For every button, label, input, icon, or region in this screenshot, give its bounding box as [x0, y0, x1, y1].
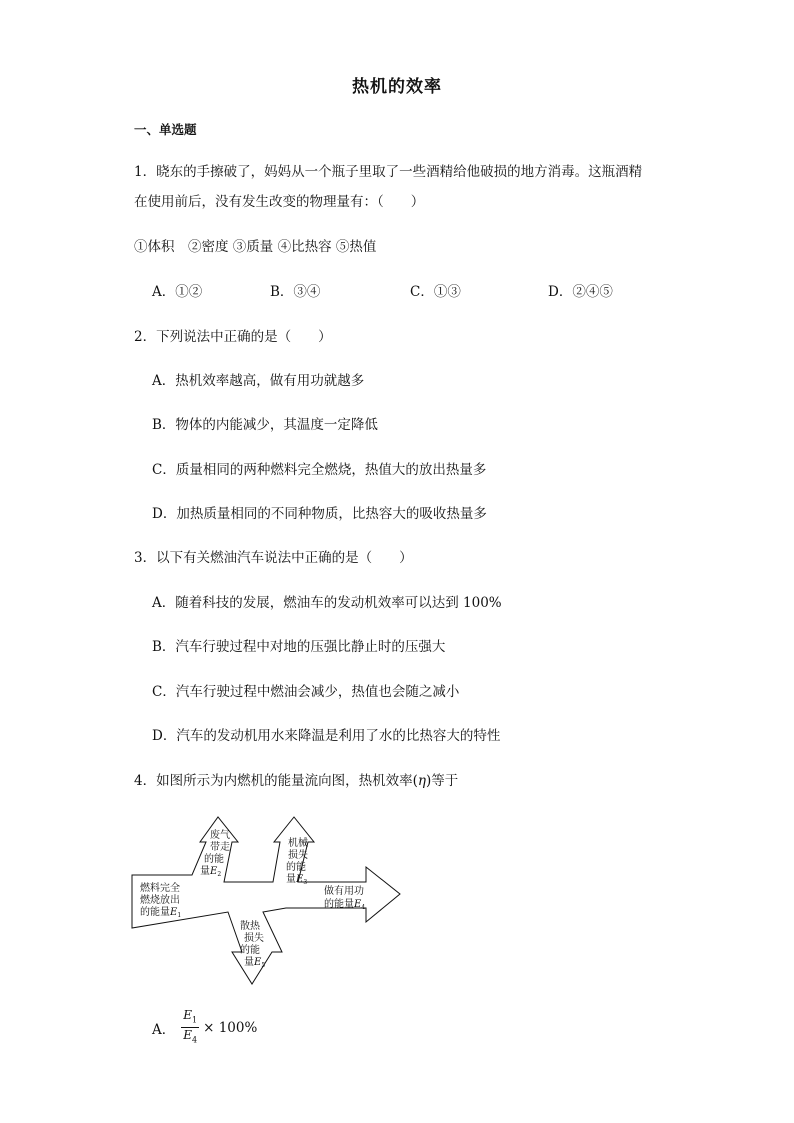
q1-option-a[interactable]: A．①② — [152, 284, 203, 300]
source-label-3: 的能量$E_1$ — [140, 907, 182, 919]
useful-label-2: 的能量$E_4$ — [324, 899, 366, 911]
heat-label-2: 损失 — [244, 933, 264, 944]
q3-option-d[interactable]: D．汽车的发动机用水来降温是利用了水的比热容大的特性 — [152, 728, 501, 744]
heat-label-3: 的能 — [240, 945, 260, 956]
fraction-numerator: $E_1$ — [181, 1008, 199, 1028]
q1-stem-line1: 1．晓东的手擦破了，妈妈从一个瓶子里取了一些酒精给他破损的地方消毒。这瓶酒精 — [134, 164, 643, 180]
q4-stem — [134, 769, 458, 789]
mech-label-4: 量$E_3$ — [286, 874, 308, 886]
q3-option-a[interactable]: A．随着科技的发展，燃油车的发动机效率可以达到 100% — [152, 595, 502, 611]
heat-label-4: 量$E_5$ — [244, 957, 266, 969]
q3-option-b[interactable]: B．汽车行驶过程中对地的压强比静止时的压强大 — [152, 639, 446, 655]
eta-symbol: η — [417, 773, 426, 789]
q3-option-c[interactable]: C．汽车行驶过程中燃油会减少，热值也会随之减小 — [152, 684, 460, 700]
exhaust-label-4: 量$E_2$ — [200, 866, 222, 878]
q1-items: ①体积 ②密度 ③质量 ④比热容 ⑤热值 — [134, 239, 377, 255]
exhaust-label-3: 的能 — [204, 854, 224, 865]
q3-stem: 3．以下有关燃油汽车说法中正确的是（ ） — [134, 550, 413, 566]
q2-stem: 2．下列说法中正确的是（ ） — [134, 329, 332, 345]
q1-option-b[interactable]: B．③④ — [270, 284, 321, 300]
mech-label-1: 机械 — [288, 838, 308, 849]
exhaust-label-2: 带走 — [210, 842, 230, 853]
page-title: 热机的效率 — [352, 77, 442, 97]
q2-option-a[interactable]: A．热机效率越高，做有用功就越多 — [152, 373, 365, 389]
mech-label-3: 的能 — [286, 862, 306, 873]
fraction-denominator: $E_4$ — [183, 1028, 198, 1045]
q4-option-a-suffix: × 100% — [203, 1019, 258, 1036]
q2-option-c[interactable]: C．质量相同的两种燃料完全燃烧，热值大的放出热量多 — [152, 462, 487, 478]
heat-label-1: 散热 — [240, 921, 260, 932]
q4-option-a-label: A． — [152, 1021, 176, 1038]
mech-label-2: 损失 — [288, 850, 308, 861]
section-heading: 一、单选题 — [134, 122, 197, 137]
energy-flow-diagram — [128, 812, 418, 992]
useful-label-1: 做有用功 — [324, 886, 364, 897]
q4-stem-end: )等于 — [425, 773, 459, 789]
source-label-1: 燃料完全 — [140, 883, 180, 894]
fraction — [181, 1008, 199, 1048]
exhaust-label-1: 废气 — [210, 830, 230, 841]
q1-option-d[interactable]: D．②④⑤ — [548, 284, 613, 300]
q1-stem-line2: 在使用前后，没有发生改变的物理量有：（ ） — [134, 194, 425, 210]
source-label-2: 燃烧放出 — [140, 895, 180, 906]
q2-option-b[interactable]: B．物体的内能减少，其温度一定降低 — [152, 417, 378, 433]
q4-stem-start: 4．如图所示为内燃机的能量流向图，热机效率( — [134, 773, 418, 789]
q1-option-c[interactable]: C．①③ — [410, 284, 461, 300]
q2-option-d[interactable]: D．加热质量相同的不同种物质，比热容大的吸收热量多 — [152, 506, 487, 522]
q4-option-a[interactable] — [152, 1008, 257, 1048]
